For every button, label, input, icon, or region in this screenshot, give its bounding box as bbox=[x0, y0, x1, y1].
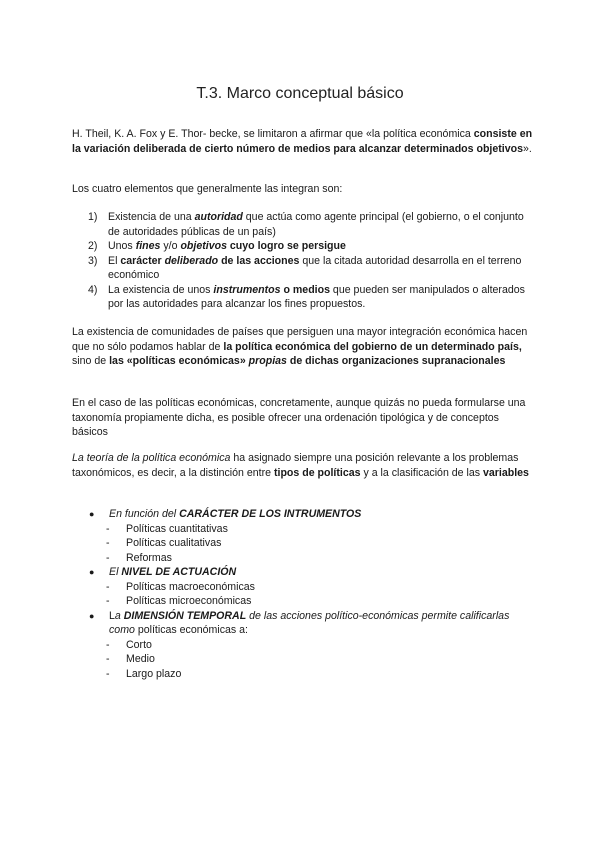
element-item-1 bbox=[88, 210, 528, 239]
dash-icon: - bbox=[106, 638, 110, 651]
item-number: 4) bbox=[88, 283, 98, 296]
list-item bbox=[86, 551, 526, 566]
bullet-text: L bbox=[109, 609, 115, 622]
classification-list bbox=[86, 507, 526, 681]
item-number: 1) bbox=[88, 211, 98, 223]
bullet-actuacion bbox=[86, 565, 526, 580]
sub-item-text: Políticas macroeconómicas bbox=[126, 580, 255, 593]
list-item bbox=[86, 652, 526, 667]
bullet-dot-icon: ● bbox=[89, 509, 95, 519]
elements-lead: Los cuatro elementos que generalmente las integran son: bbox=[72, 183, 343, 195]
intro-end: ». bbox=[522, 142, 532, 155]
intro-text: H. Theil, K. A. Fox y E. Thor- becke, se limitaron a afirmar que «la política económica bbox=[72, 128, 474, 140]
page-title: T.3. Marco conceptual básico bbox=[196, 84, 404, 102]
item-text: y/o bbox=[160, 240, 181, 252]
intro-paragraph bbox=[72, 127, 534, 156]
para-bold: tipos de políticas bbox=[273, 466, 361, 479]
item-term-fines: fines bbox=[135, 240, 161, 252]
item-text: que actúa como agente principal (el gobierno, o el conjunto de autoridades públicas de un país) bbox=[108, 211, 524, 238]
bullet-text: En función del bbox=[109, 508, 180, 520]
list-item bbox=[86, 594, 526, 609]
sub-item-text: Corto bbox=[126, 638, 152, 651]
para-text: La existencia de comunidades de países que persiguen una mayor integración económica hacen que no sólo podamos hablar de bbox=[72, 326, 528, 353]
item-text: que pueden ser manipulados o alterados por las autoridades para alcanzar los fines propuestos. bbox=[108, 283, 525, 310]
item-text: Existencia de una bbox=[108, 211, 195, 223]
paragraph-taxonomy: En el caso de las políticas económicas, concretamente, aunque quizás no pueda formularse una taxonomía propiamente dicha, es posible ofrecer una ordenación tipológica y de conceptos básicos bbox=[72, 397, 526, 438]
item-text: que la citada autoridad desarrolla en el terreno económico bbox=[108, 254, 522, 281]
dash-icon: - bbox=[106, 653, 110, 665]
elements-list bbox=[88, 210, 528, 312]
item-text-bold: de las acciones bbox=[218, 254, 300, 267]
dash-icon: - bbox=[106, 537, 110, 549]
sub-item-text: Políticas cualitativas bbox=[126, 537, 222, 549]
bullet-dot-icon: ● bbox=[89, 567, 95, 577]
bullet-text: El bbox=[109, 566, 122, 578]
dash-icon: - bbox=[106, 551, 110, 564]
para-text: sino de bbox=[72, 355, 110, 367]
list-item bbox=[86, 522, 526, 537]
para-italic: La teoría de la política económica bbox=[72, 452, 231, 464]
para-bold: la política económica del gobierno de un determinado país, bbox=[223, 340, 522, 353]
item-text: La existencia de unos bbox=[108, 283, 214, 296]
item-text: Unos bbox=[108, 240, 136, 252]
dash-icon: - bbox=[106, 522, 110, 535]
para-bold: las «políticas económicas» bbox=[109, 355, 249, 367]
sub-item-text: Medio bbox=[126, 653, 155, 665]
bullet-heading: NIVEL DE ACTUACIÓN bbox=[121, 566, 237, 578]
bullet-instrumentos bbox=[86, 507, 526, 522]
item-term-caracter: carácter bbox=[120, 254, 165, 267]
bullet-heading: DIMENSIÓN TEMPORAL bbox=[123, 609, 247, 622]
intro-quote-bold: consiste en la variación deliberada de cierto número de medios para alcanzar determinados objetivos bbox=[72, 128, 533, 155]
item-term-deliberado: deliberado bbox=[164, 254, 219, 267]
bullet-text: a bbox=[114, 609, 124, 622]
para-text: y a la clasificación de las bbox=[360, 466, 483, 479]
sub-item-text: Políticas microeconómicas bbox=[126, 595, 252, 607]
item-term-autoridad: autoridad bbox=[194, 211, 243, 223]
sub-item-text: Políticas cuantitativas bbox=[126, 522, 228, 535]
list-item bbox=[86, 536, 526, 551]
element-item-4 bbox=[88, 283, 528, 312]
para-bold-italic: propias bbox=[248, 355, 287, 367]
item-term-objetivos: objetivos bbox=[180, 240, 227, 252]
sub-item-text: Largo plazo bbox=[126, 667, 182, 680]
list-item bbox=[86, 580, 526, 595]
bullet-text: políticas económicas a: bbox=[134, 624, 248, 636]
element-item-2 bbox=[88, 239, 528, 254]
item-text: El bbox=[108, 254, 121, 267]
item-number: 3) bbox=[88, 254, 98, 267]
bullet-text: de las acciones político-económicas permite calificarlas como bbox=[109, 609, 510, 636]
para-bold: de dichas organizaciones supranacionales bbox=[286, 355, 506, 367]
list-item bbox=[86, 667, 526, 682]
list-item bbox=[86, 638, 526, 653]
bullet-temporal bbox=[86, 609, 526, 638]
para-text: ha asignado siempre una posición relevante a los problemas taxonómicos, es decir, a la distinción entre bbox=[72, 452, 519, 479]
item-number: 2) bbox=[88, 240, 98, 252]
para-bold: variables bbox=[483, 466, 529, 479]
paragraph-integration bbox=[72, 325, 534, 369]
paragraph-theory bbox=[72, 451, 534, 480]
item-text-bold: cuyo logro se persigue bbox=[226, 240, 346, 252]
bullet-dot-icon: ● bbox=[89, 610, 95, 621]
item-text-bold: o medios bbox=[280, 283, 330, 296]
dash-icon: - bbox=[106, 595, 110, 607]
bullet-heading: CARÁCTER DE LOS INTRUMENTOS bbox=[179, 508, 362, 520]
dash-icon: - bbox=[106, 580, 110, 593]
dash-icon: - bbox=[106, 667, 110, 680]
sub-item-text: Reformas bbox=[126, 551, 172, 564]
item-term-instrumentos: instrumentos bbox=[213, 283, 281, 296]
element-item-3 bbox=[88, 254, 528, 283]
